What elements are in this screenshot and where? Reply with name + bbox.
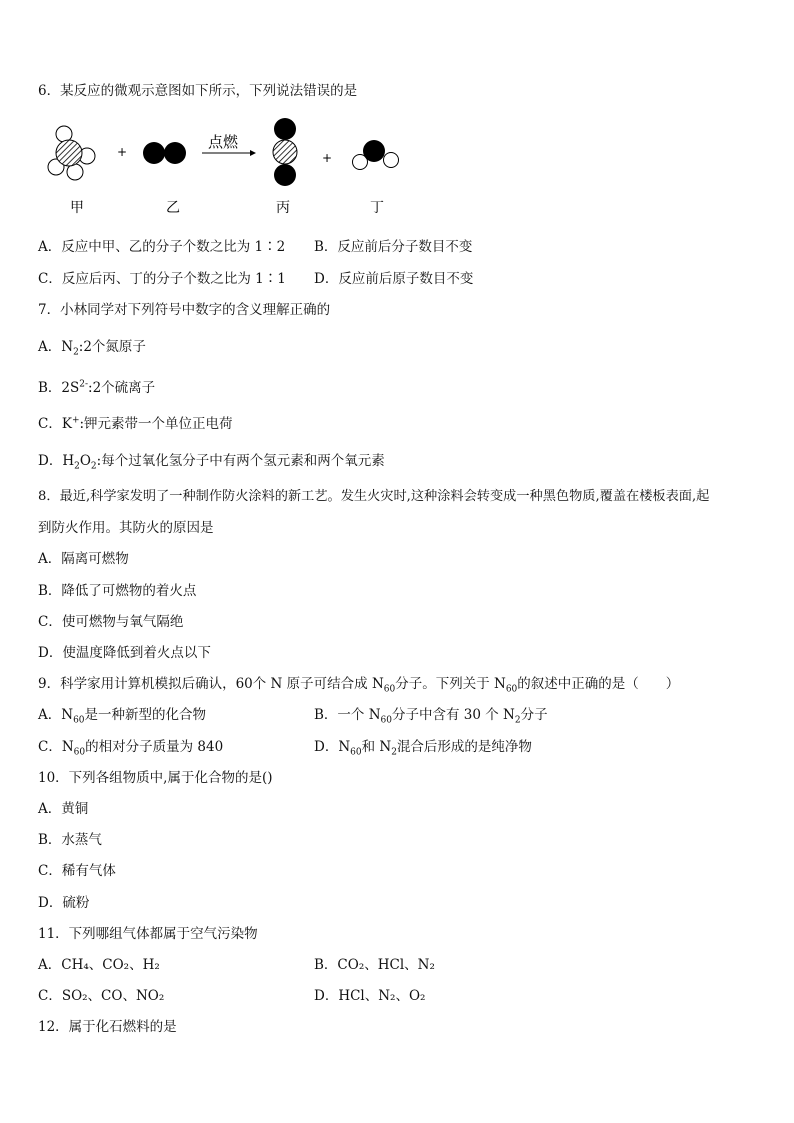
q8-stem-line1: 8．最近,科学家发明了一种制作防火涂料的新工艺。发生火灾时,这种涂料会转变成一种黑色物质,覆盖在楼板表面,起 (38, 489, 710, 504)
reaction-diagram (40, 112, 420, 222)
q11-option-d: D．HCl、N₂、O₂ (314, 988, 426, 1004)
q9-option-a: A．$N_{60}$是一种新型的化合物 (38, 707, 207, 726)
q7-option-a: A．$N_2:2$个氮原子 (38, 339, 146, 358)
q6-option-d: D．反应前后原子数目不变 (314, 271, 474, 287)
q10-option-a: A．黄铜 (38, 801, 89, 817)
q10-option-d: D．硫粉 (38, 895, 90, 911)
q10-stem: 10．下列各组物质中,属于化合物的是() (38, 770, 273, 786)
q11-stem: 11．下列哪组气体都属于空气污染物 (38, 926, 258, 942)
q6-option-c: C．反应后丙、丁的分子个数之比为 1∶1 (38, 271, 286, 287)
q7-option-d: D．$H_2O_2$:每个过氧化氢分子中有两个氢元素和两个氧元素 (38, 453, 385, 472)
label-yi: 乙 (166, 200, 180, 216)
arrow-label: 点燃 (208, 133, 239, 151)
q11-option-a: A．CH₄、CO₂、H₂ (38, 957, 160, 973)
q10-option-c: C．稀有气体 (38, 863, 116, 879)
q8-option-d: D．使温度降低到着火点以下 (38, 645, 211, 661)
q7-option-c: C．K+:钾元素带一个单位正电荷 (38, 415, 233, 432)
q7-stem: 7．小林同学对下列符号中数字的含义理解正确的 (38, 302, 331, 318)
q9-option-d: D．$N_{60}$和 $N_2$混合后形成的是纯净物 (314, 739, 532, 758)
q10-option-b: B．水蒸气 (38, 832, 102, 848)
q12-stem: 12．属于化石燃料的是 (38, 1019, 177, 1035)
q9-option-b: B．一个 $N_{60}$分子中含有 30 个 $N_2$分子 (314, 707, 548, 726)
q8-option-b: B．降低了可燃物的着火点 (38, 583, 197, 599)
q6-option-a: A．反应中甲、乙的分子个数之比为 1∶2 (38, 239, 286, 255)
q11-option-b: B．CO₂、HCl、N₂ (314, 957, 435, 973)
q6-stem: 6．某反应的微观示意图如下所示，下列说法错误的是 (38, 83, 358, 99)
label-bing: 丙 (276, 200, 290, 216)
molecule-yi-icon (143, 142, 186, 164)
q9-option-c: C．$N_{60}$的相对分子质量为 840 (38, 739, 224, 758)
q8-option-c: C．使可燃物与氧气隔绝 (38, 614, 184, 630)
q11-option-c: C．SO₂、CO、NO₂ (38, 988, 165, 1004)
molecule-ding-icon (353, 140, 399, 170)
q8-stem-line2: 到防火作用。其防火的原因是 (38, 520, 214, 536)
label-ding: 丁 (370, 200, 384, 216)
plus-1: + (117, 145, 128, 159)
q8-option-a: A．隔离可燃物 (38, 551, 129, 567)
q9-stem: 9．科学家用计算机模拟后确认，60个 N 原子可结合成 $N_{60}$分子。下列关于 $N_{60}$的叙述中正确的是（ ） (38, 676, 680, 695)
molecule-bing-icon (273, 118, 297, 186)
molecule-jia-icon (48, 126, 95, 180)
q6-option-b: B．反应前后分子数目不变 (314, 239, 473, 255)
q7-option-b: B．$2S^{2-}:2$个硫离子 (38, 379, 156, 396)
plus-2: + (322, 151, 333, 165)
label-jia: 甲 (70, 200, 84, 216)
